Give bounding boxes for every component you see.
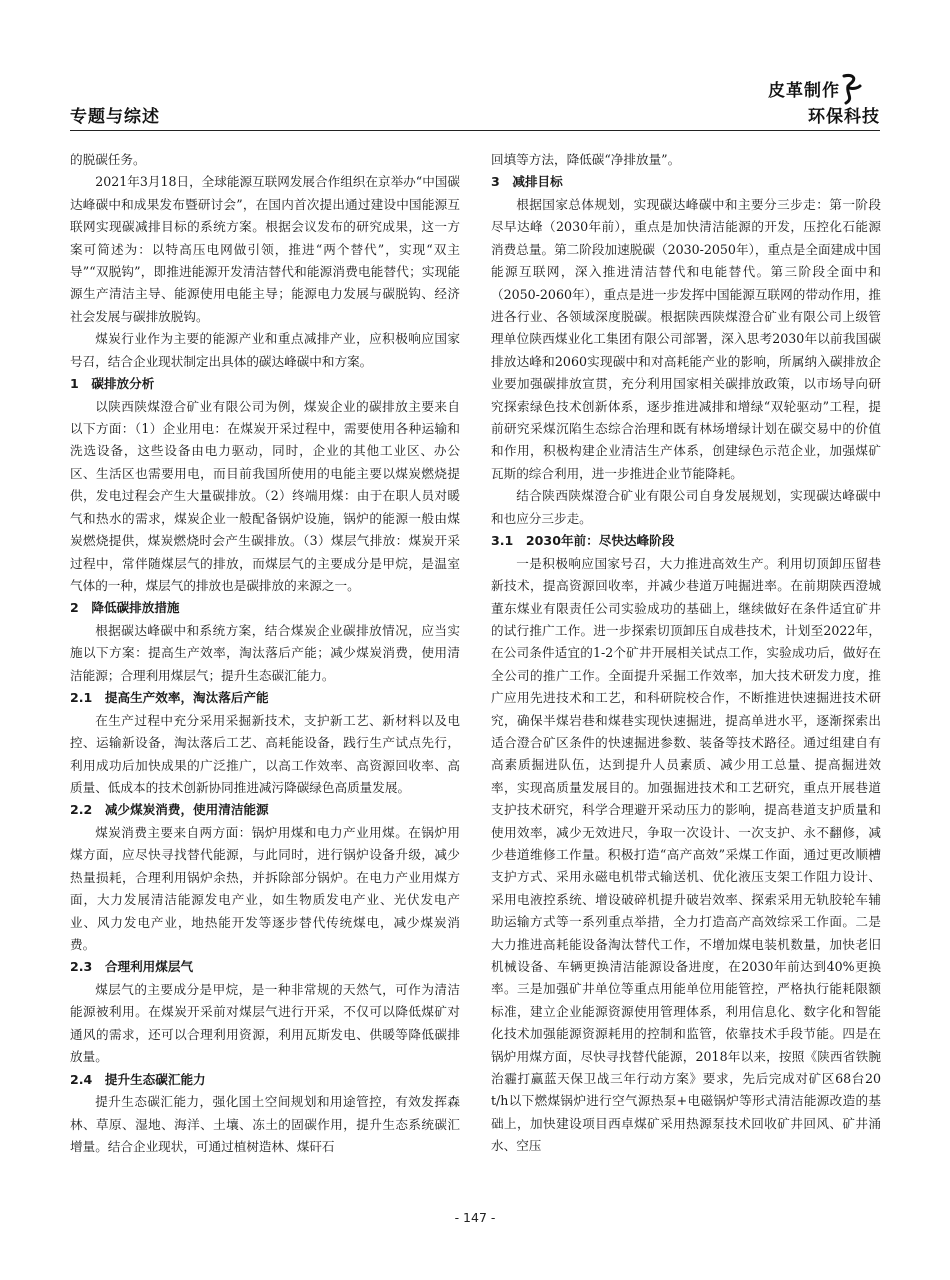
right-column — [491, 149, 881, 1158]
logo-swirl-icon — [836, 72, 866, 106]
logo-text-bottom: 环保科技 — [808, 107, 880, 127]
body-paragraph: 的脱碳任务。 — [70, 152, 146, 167]
left-column — [70, 149, 460, 1158]
section-heading: 1 碳排放分析 — [70, 376, 155, 392]
section-heading: 3 减排目标 — [491, 174, 563, 190]
section-heading: 2.1 提高生产效率，淘汰落后产能 — [70, 690, 269, 706]
body-paragraph: 结合陕西陕煤澄合矿业有限公司自身发展规划，实现碳达峰碳中和也应分三步走。 — [491, 488, 881, 526]
body-paragraph: 以陕西陕煤澄合矿业有限公司为例，煤炭企业的碳排放主要来自以下方面：（1）企业用电：在煤炭开采过程中，需要使用各种运输和洗选设备，这些设备由电力驱动，同时，企业的其他工业区、办公区、生活区也需要用电，而目前我国所使用的电能主要以煤炭燃烧提供，发电过程会产生大量碳排放。（2）终端用煤：由于在职人员对暖气和热水的需求，煤炭企业一般配备锅炉设施，锅炉的能源一般由煤炭燃烧提供，煤炭燃烧时会产生碳排放。（3）煤层气排放：煤炭开采过程中，常伴随煤层气的排放，而煤层气的主要成分是甲烷，是温室气体的一种，煤层气的排放也是碳排放的来源之一。 — [70, 398, 460, 593]
body-paragraph: 根据碳达峰碳中和系统方案，结合煤炭企业碳排放情况，应当实施以下方案：提高生产效率，淘汰落后产能；减少煤炭消费，使用清洁能源；合理利用煤层气；提升生态碳汇能力。 — [70, 622, 460, 683]
logo-text-top: 皮革制作 — [768, 81, 840, 101]
section-title: 专题与综述 — [70, 107, 160, 127]
header-rule — [70, 130, 880, 131]
section-heading: 2.4 提升生态碳汇能力 — [70, 1071, 206, 1087]
body-paragraph: 提升生态碳汇能力，强化国土空间规划和用途管控，有效发挥森林、草原、湿地、海洋、土壤、冻土的固碳作用，提升生态系统碳汇增量。结合企业现状，可通过植树造林、煤矸石 — [70, 1094, 460, 1154]
body-paragraph: 2021年3月18日，全球能源互联网发展合作组织在京举办“中国碳达峰碳中和成果发布暨研讨会”，在国内首次提出通过建设中国能源互联网实现碳减排目标的系统方案。根据会议发布的研究成果，这一方案可简述为：以特高压电网做引领，推进“两个替代”，实现“双主导”“双脱钩”，即推进能源开发清洁替代和能源消费电能替代；实现能源生产清洁主导、能源使用电能主导；能源电力发展与碳脱钩、经济社会发展与碳排放脱钩。 — [70, 174, 460, 324]
body-paragraph: 一是积极响应国家号召，大力推进高效生产。利用切顶卸压留巷新技术，提高资源回收率，并减少巷道万吨掘进率。在前期陕西澄城董东煤业有限责任公司实验成功的基础上，继续做好在条件适宜矿井的试行推广工作。进一步探索切顶卸压自成巷技术，计划至2022年，在公司条件适宜的1-2个矿井开展相关试点工作，实验成功后，做好在全公司的推广工作。全面提升采掘工作效率，加大技术研发力度，推广应用先进技术和工艺，和科研院校合作，不断推进快速掘进技术研究，确保半煤岩巷和煤巷实现快速掘进，提高单进水平，逐渐探索出适合澄合矿区条件的快速掘进参数、装备等技术路径。通过组建自有高素质掘进队伍，达到提升人员素质、减少用工总量、提高掘进效率，实现高质量发展目的。加强掘进技术和工艺研究，重点开展巷道支护技术研究，科学合理避开采动压力的影响，提高巷道支护质量和使用效率，减少无效进尺，争取一次设计、一次支护、永不翻修，减少巷道维修工作量。积极打造“高产高效”采煤工作面，通过更改顺槽支护方式、采用永磁电机带式输送机、优化液压支架工作阻力设计、采用电液控系统、增设破碎机提升破岩效率、探索采用无轨胶轮车辅助运输方式等一系列重点举措，全力打造高产高效综采工作面。二是大力推进高耗能设备淘汰替代工作，不增加煤电装机数量，加快老旧机械设备、车辆更换清洁能源设备进度，在2030年前达到40%更换率。三是加强矿井单位等重点用能单位用能管控，严格执行能耗限额标准，建立企业能源资源使用管理体系，利用信息化、数字化和智能化技术加强能源资源耗用的控制和监管，依靠技术手段节能。四是在锅炉用煤方面，尽快寻找替代能源，2018年以来，按照《陕西省铁腕治霾打赢蓝天保卫战三年行动方案》要求，先后完成对矿区68台20 t/h以下燃煤锅炉进行空气源热泵+电磁锅炉等形式清洁能源改造的基础上，加快建设项目西卓煤矿采用热源泵技术回收矿井回风、矿井涌水、空压 — [491, 555, 881, 1154]
body-paragraph: 煤炭行业作为主要的能源产业和重点减排产业，应积极响应国家号召，结合企业现状制定出具体的碳达峰碳中和方案。 — [70, 331, 460, 369]
svg-text:与: 与 — [851, 94, 852, 95]
section-heading: 2 降低碳排放措施 — [70, 600, 180, 616]
body-paragraph: 在生产过程中充分采用采掘新技术，支护新工艺、新材料以及电控、运输新设备，淘汰落后工艺、高耗能设备，践行生产试点先行，利用成功后加快成果的广泛推广，以高工作效率、高资源回收率、高质量、低成本的技术创新协同推进减污降碳绿色高质量发展。 — [70, 712, 460, 795]
body-paragraph: 煤层气的主要成分是甲烷，是一种非常规的天然气，可作为清洁能源被利用。在煤炭开采前对煤层气进行开采，不仅可以降低煤矿对通风的需求，还可以合理利用资源，利用瓦斯发电、供暖等降低碳排放量。 — [70, 981, 460, 1065]
body-paragraph: 根据国家总体规划，实现碳达峰碳中和主要分三步走：第一阶段尽早达峰（2030年前），重点是加快清洁能源的开发，压控化石能源消费总量。第二阶段加速脱碳（2030-2050年），重点是全面建成中国能源互联网，深入推进清洁替代和电能替代。第三阶段全面中和（2050-2060年），重点是进一步发挥中国能源互联网的带动作用，推进各行业、各领域深度脱碳。根据陕西陕煤澄合矿业有限公司上级管理单位陕西煤业化工集团有限公司部署，深入思考2030年以前我国碳排放达峰和2060实现碳中和对高耗能产业的影响，所属纳入碳排放企业要加强碳排放宣贯，充分利用国家相关碳排放政策，以市场导向研究探索绿色技术创新体系，逐步推进减排和增绿“双轮驱动”工程，提前研究采煤沉陷生态综合治理和既有林场增绿计划在碳交易中的价值和作用，积极构建企业清洁生产体系，创建绿色示范企业，加强煤矿瓦斯的综合利用，进一步推进企业节能降耗。 — [491, 197, 881, 481]
section-heading: 2.2 减少煤炭消费，使用清洁能源 — [70, 802, 269, 818]
body-paragraph: 回填等方法，降低碳“净排放量”。 — [491, 152, 681, 167]
journal-logo — [740, 74, 880, 126]
body-paragraph: 煤炭消费主要来自两方面：锅炉用煤和电力产业用煤。在锅炉用煤方面，应尽快寻找替代能源，与此同时，进行锅炉设备升级，减少热量损耗，合理利用锅炉余热，并拆除部分锅炉。在电力产业用煤方面，大力发展清洁能源发电产业，如生物质发电产业、光伏发电产业、风力发电产业，地热能开发等逐步替代传统煤电，减少煤炭消费。 — [70, 824, 460, 952]
page-number: - 147 - — [454, 1210, 496, 1225]
section-heading: 2.3 合理利用煤层气 — [70, 959, 194, 975]
section-heading: 3.1 2030年前：尽快达峰阶段 — [491, 533, 675, 549]
